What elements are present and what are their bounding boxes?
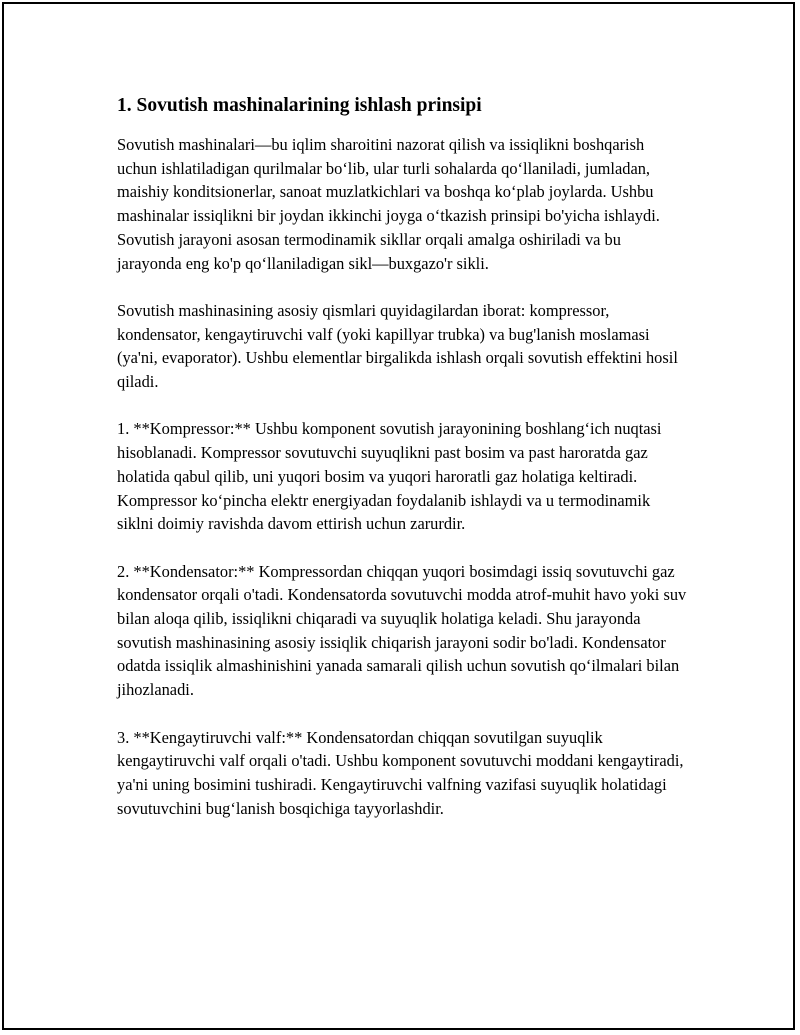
paragraph-expansion-valve: 3. **Kengaytiruvchi valf:** Kondensatordan chiqqan sovutilgan suyuqlik kengaytiruvchi valf orqali o'tadi. Ushbu komponent sovutuvchi moddani kengaytiradi, ya'ni uning bosimini tushiradi. Kengaytiruvchi valfning vazifasi suyuqlik holatidagi sovutuvchini bug‘lanish bosqichiga tayyorlashdir. (117, 727, 684, 818)
paragraph-condenser: 2. **Kondensator:** Kompressordan chiqqan yuqori bosimdagi issiq sovutuvchi gaz kondensator orqali o'tadi. Kondensatorda sovutuvchi modda atrof-muhit havo yoki suv bilan aloqa qilib, issiqlikni chiqaradi va suyuqlik holatiga keladi. Shu jarayonda sovutish mashinasining asosiy issiqlik chiqarish jarayoni sodir bo'ladi. Kondensator odatda issiqlik almashinishini yanada samarali qilish uchun sovutish qo‘ilmalari bilan jihozlanadi. (117, 561, 687, 700)
paragraph-intro: Sovutish mashinalari—bu iqlim sharoitini nazorat qilish va issiqlikni boshqarish uchun ishlatiladigan qurilmalar bo‘lib, ular turli sohalarda qo‘llaniladi, jumladan, maishiy konditsionerlar, sanoat muzlatkichlari va boshqa ko‘plab joylarda. Ushbu mashinalar issiqlikni bir joydan ikkinchi joyga o‘tkazish prinsipi bo'yicha ishlaydi. Sovutish jarayoni asosan termodinamik sikllar orqali amalga oshiriladi va bu jarayonda eng ko'p qo‘llaniladigan sikl—buxgazo'r sikli. (117, 135, 660, 273)
document-body (117, 92, 687, 844)
paragraph-components: Sovutish mashinasining asosiy qismlari quyidagilardan iborat: kompressor, kondensator, kengaytiruvchi valf (yoki kapillyar trubka) va bug'lanish moslamasi (ya'ni, evaporator). Ushbu elementlar birgalikda ishlash orqali sovutish effektini hosil qiladi. (117, 300, 678, 392)
section-heading: 1. Sovutish mashinalarining ishlash prinsipi (117, 95, 482, 116)
paragraph-compressor: 1. **Kompressor:** Ushbu komponent sovutish jarayonining boshlang‘ich nuqtasi hisoblanadi. Kompressor sovutuvchi suyuqlikni past bosim va past haroratda gaz holatida qabul qilib, uni yuqori bosim va yuqori haroratli gaz holatiga keltiradi. Kompressor ko‘pincha elektr energiyadan foydalanib ishlaydi va u termodinamik siklni doimiy ravishda davom ettirish uchun zarurdir. (117, 419, 662, 534)
